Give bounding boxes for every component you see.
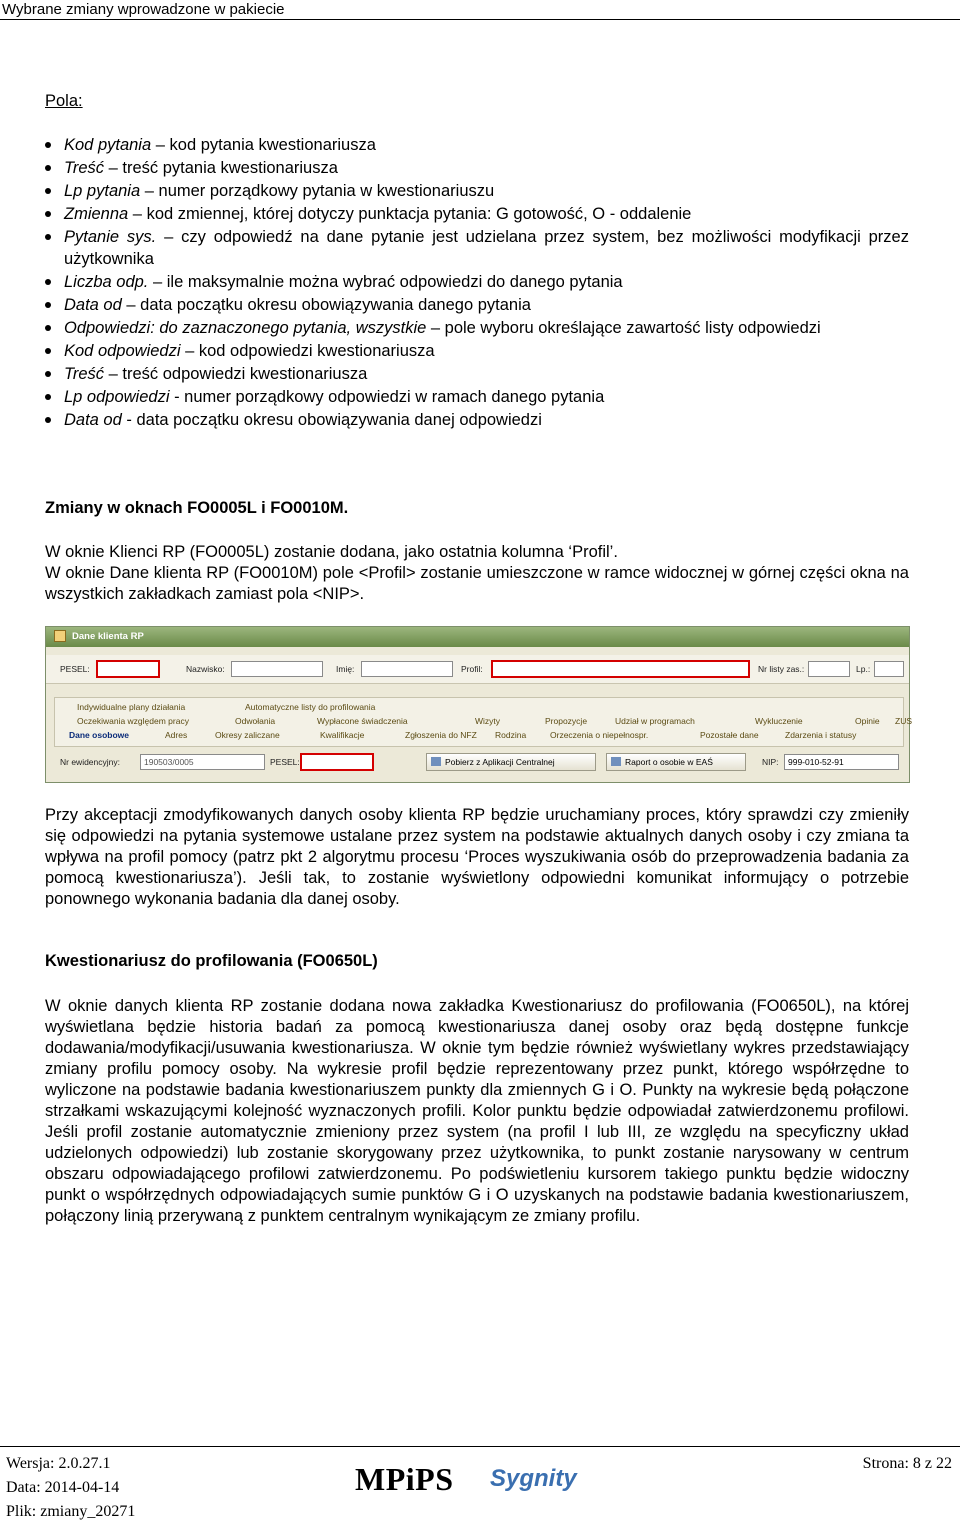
window-tab[interactable]: Indywidualne plany działania bbox=[77, 702, 186, 712]
field-description: numer porządkowy odpowiedzi w ramach danego pytania bbox=[184, 388, 605, 406]
field-item bbox=[45, 294, 909, 316]
field-separator: – bbox=[151, 136, 170, 154]
window-tab[interactable]: Wizyty bbox=[475, 716, 501, 726]
field-separator: – bbox=[156, 228, 182, 246]
field-item bbox=[45, 386, 909, 408]
profil-label: Profil: bbox=[461, 664, 483, 674]
window-tab[interactable]: Dane osobowe bbox=[69, 730, 129, 740]
window-tab[interactable]: Udział w programach bbox=[615, 716, 695, 726]
pesel-field[interactable] bbox=[96, 660, 160, 678]
window-tab[interactable]: Pozostałe dane bbox=[700, 730, 759, 740]
imie-label: Imię: bbox=[336, 664, 355, 674]
field-term: Lp odpowiedzi bbox=[64, 388, 170, 406]
field-term: Data od bbox=[64, 411, 122, 429]
footer-file: Plik: zmiany_20271 bbox=[6, 1503, 136, 1520]
window-tab[interactable]: Zdarzenia i statusy bbox=[785, 730, 857, 740]
window-tab[interactable]: Kwalifikacje bbox=[320, 730, 365, 740]
kwest-heading-text: Kwestionariusz do profilowania (FO0650L) bbox=[45, 952, 378, 970]
field-separator: – bbox=[148, 273, 167, 291]
nip-field[interactable]: 999-010-52-91 bbox=[784, 754, 899, 770]
field-item bbox=[45, 363, 909, 385]
field-item bbox=[45, 157, 909, 179]
field-description: kod zmiennej, której dotyczy punktacja pytania: G gotowość, O - oddalenie bbox=[146, 205, 692, 223]
field-term: Lp pytania bbox=[64, 182, 141, 200]
window-tab[interactable]: Okresy zaliczane bbox=[215, 730, 280, 740]
window-tab[interactable]: Automatyczne listy do profilowania bbox=[245, 702, 376, 712]
field-description: treść pytania kwestionariusza bbox=[122, 159, 338, 177]
nr-ewid-label: Nr ewidencyjny: bbox=[60, 757, 120, 767]
window-tab[interactable]: Wykluczenie bbox=[755, 716, 803, 726]
field-term: Treść bbox=[64, 365, 105, 383]
field-separator: – bbox=[128, 205, 147, 223]
field-item bbox=[45, 271, 909, 293]
nazwisko-field[interactable] bbox=[231, 661, 323, 677]
sygnity-logo: Sygnity bbox=[490, 1465, 577, 1492]
nip-label: NIP: bbox=[762, 757, 779, 767]
zmiany-heading bbox=[45, 499, 909, 518]
window-tabs bbox=[54, 697, 912, 747]
nazwisko-label: Nazwisko: bbox=[186, 664, 225, 674]
window-tab[interactable]: Orzeczenia o niepełnospr. bbox=[550, 730, 649, 740]
pesel-label: PESEL: bbox=[60, 664, 90, 674]
field-description: ile maksymalnie można wybrać odpowiedzi do danego pytania bbox=[166, 273, 623, 291]
field-description: data początku okresu obowiązywania danego pytania bbox=[140, 296, 531, 314]
window-title: Dane klienta RP bbox=[72, 631, 144, 642]
profil-field[interactable] bbox=[491, 660, 750, 678]
field-separator: – bbox=[121, 296, 141, 314]
zmiany-heading-text: Zmiany w oknach FO0005L i FO0010M. bbox=[45, 499, 349, 517]
zmiany-p1: W oknie Klienci RP (FO0005L) zostanie dodana, jako ostatnia kolumna ‘Profil’. bbox=[45, 543, 618, 561]
client-window-screenshot bbox=[45, 626, 910, 783]
field-term: Kod pytania bbox=[64, 136, 152, 154]
field-separator: – bbox=[180, 342, 199, 360]
window-tab[interactable]: ZUS bbox=[895, 716, 912, 726]
window-bottom-row bbox=[46, 757, 909, 782]
kwest-paragraph: W oknie danych klienta RP zostanie dodana nowa zakładka Kwestionariusz do profilowania (FO0650L), na której wyświetlana będzie historia badań za pomocą kwestionariusza danej osoby oraz będą dostępne funkcje dodawania/modyfikacji/usuwania kwestionariusza. W oknie tym będzie również wyświetlany wykres przedstawiający zmiany profilu pomocy osoby. Na wykresie profil będzie reprezentowany przez punkt, którego współrzędne to wyliczone na podstawie badania kwestionariuszem punkty dla zmiennych G i O. Punkty na wykresie będą połączone strzałkami wskazującymi kolejność wyznaczonych profili. Kolor punktu będzie odpowiadał zatwierdzonemu profilowi. Jeśli profil zostanie automatycznie zmieniony przez system (na profil I lub III, ze względu na specyficzny układ udzielonych odpowiedzi) lub zostanie skorygowany przez użytkownika, to punkt zostanie narysowany w centrum obszaru odpowiadającego profilowi zatwierdzonemu. Po podświetleniu kursorem takiego punktu będzie widoczny punkt o współrzędnych odpowiadających sumie punktów G i O uzyskanych na podstawie badania kwestionariuszem, połączony linią przerywaną z punktem centralnym wynikającym ze zmiany profilu. bbox=[45, 997, 909, 1225]
pobierz-button[interactable]: Pobierz z Aplikacji Centralnej bbox=[426, 753, 596, 771]
pola-heading: Pola: bbox=[45, 92, 83, 110]
field-item bbox=[45, 180, 909, 202]
window-tab[interactable]: Propozycje bbox=[545, 716, 588, 726]
pesel-field-bottom[interactable] bbox=[300, 753, 374, 771]
nr-listy-label: Nr listy zas.: bbox=[758, 664, 805, 674]
field-item bbox=[45, 317, 909, 339]
field-item bbox=[45, 134, 909, 156]
field-description: numer porządkowy pytania w kwestionariuszu bbox=[158, 182, 495, 200]
footer-version: Wersja: 2.0.27.1 bbox=[6, 1455, 111, 1472]
kwest-heading bbox=[45, 952, 909, 971]
window-tab[interactable]: Opinie bbox=[855, 716, 880, 726]
window-tab[interactable]: Adres bbox=[165, 730, 188, 740]
field-item bbox=[45, 409, 909, 431]
page-footer bbox=[0, 1446, 960, 1525]
window-tab[interactable]: Rodzina bbox=[495, 730, 527, 740]
field-term: Zmienna bbox=[64, 205, 129, 223]
window-tab[interactable]: Wypłacone świadczenia bbox=[317, 716, 408, 726]
field-separator: – bbox=[104, 159, 123, 177]
field-term: Kod odpowiedzi bbox=[64, 342, 181, 360]
zmiany-p2: W oknie Dane klienta RP (FO0010M) pole <Profil> zostanie umieszczone w ramce widocznej w górnej części okna na wszystkich zakładkach zamiast pola <NIP>. bbox=[45, 564, 909, 603]
window-tab[interactable]: Odwołania bbox=[235, 716, 276, 726]
field-term: Treść bbox=[64, 159, 105, 177]
field-separator: – bbox=[140, 182, 159, 200]
header-title: Wybrane zmiany wprowadzone w pakiecie bbox=[2, 1, 285, 18]
field-description: kod pytania kwestionariusza bbox=[169, 136, 376, 154]
nr-listy-field[interactable] bbox=[808, 661, 850, 677]
fields-list bbox=[45, 134, 909, 432]
window-titlebar bbox=[46, 627, 909, 647]
field-item bbox=[45, 203, 909, 225]
pesel-label-bottom: PESEL: bbox=[270, 757, 300, 767]
field-item bbox=[45, 340, 909, 362]
page-header bbox=[0, 0, 960, 20]
field-description: kod odpowiedzi kwestionariusza bbox=[198, 342, 435, 360]
footer-date: Data: 2014-04-14 bbox=[6, 1479, 120, 1496]
field-separator: - bbox=[121, 411, 137, 429]
field-description: treść odpowiedzi kwestionariusza bbox=[122, 365, 368, 383]
raport-button[interactable]: Raport o osobie w EAŚ bbox=[606, 753, 746, 771]
field-term: Data od bbox=[64, 296, 122, 314]
lp-field[interactable] bbox=[874, 661, 904, 677]
field-description: czy odpowiedź na dane pytanie jest udzielana przez system, bez możliwości modyfikacji przez użytkownika bbox=[64, 228, 909, 268]
window-tab[interactable]: Zgłoszenia do NFZ bbox=[405, 730, 477, 740]
window-tab[interactable]: Oczekiwania względem pracy bbox=[77, 716, 189, 726]
akceptacja-paragraph: Przy akceptacji zmodyfikowanych danych osoby klienta RP będzie uruchamiany proces, który sprawdzi czy zmieniły się odpowiedzi na pytania systemowe ustalane przez system na podstawie aktualnych danych osoby i czy zmiana ta wpływa na profil pomocy (patrz pkt 2 algorytmu procesu ‘Proces wyszukiwania osób do przeprowadzenia badania za pomocą kwestionariusza’). Jeśli tak, to zostanie wyświetlony odpowiedni komunikat informujący o potrzebie ponownego wykonania badania dla danej osoby. bbox=[45, 806, 909, 908]
nr-ewid-field[interactable]: 190503/0005 bbox=[140, 754, 265, 770]
field-term: Pytanie sys. bbox=[64, 228, 157, 246]
mpips-logo: MPiPS bbox=[355, 1461, 454, 1497]
field-separator: – bbox=[104, 365, 123, 383]
field-item bbox=[45, 226, 909, 270]
field-separator: - bbox=[169, 388, 185, 406]
window-icon bbox=[54, 630, 66, 642]
field-description: pole wyboru określające zawartość listy odpowiedzi bbox=[444, 319, 821, 337]
footer-page-number: Strona: 8 z 22 bbox=[862, 1455, 952, 1472]
window-header-row bbox=[46, 655, 909, 684]
field-description: data początku okresu obowiązywania danej odpowiedzi bbox=[136, 411, 542, 429]
lp-label: Lp.: bbox=[856, 664, 871, 674]
field-term: Odpowiedzi: do zaznaczonego pytania, wszystkie bbox=[64, 319, 427, 337]
imie-field[interactable] bbox=[361, 661, 453, 677]
field-separator: – bbox=[426, 319, 445, 337]
field-term: Liczba odp. bbox=[64, 273, 149, 291]
